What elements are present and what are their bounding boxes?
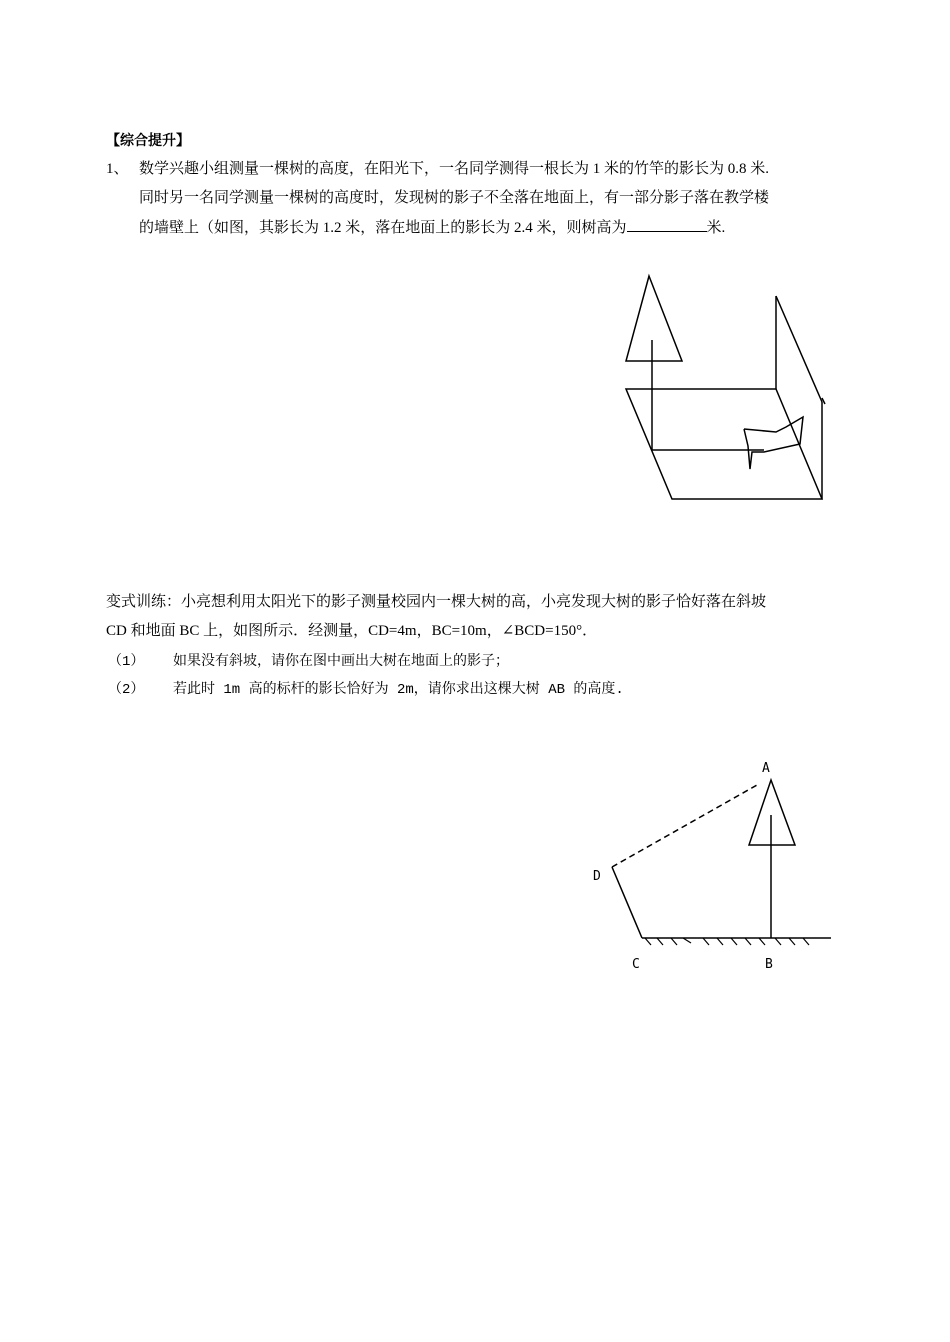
sun-ray-dashed <box>612 785 757 867</box>
variant-item-1-number: （1） <box>108 654 145 670</box>
variant-item-1-text: 如果没有斜坡，请你在图中画出大树在地面上的影子； <box>173 654 509 670</box>
variant-line-1: 变式训练：小亮想利用太阳光下的影子测量校园内一棵大树的高，小亮发现大树的影子恰好落在斜坡 <box>106 594 767 610</box>
figure-1-tree-wall-diagram <box>600 270 840 510</box>
question-1-line-3-after: 米. <box>706 220 726 236</box>
ground-hatching <box>645 938 809 945</box>
answer-blank <box>627 217 707 232</box>
question-1-line-3 <box>139 217 725 238</box>
question-1-number: 1、 <box>106 161 129 177</box>
ground-plane <box>626 389 822 499</box>
variant-item-2-text: 若此时 1m 高的标杆的影长恰好为 2m，请你求出这棵大树 AB 的高度. <box>173 682 624 698</box>
wall-top-edge <box>776 296 822 402</box>
question-1-line-1: 数学兴趣小组测量一棵树的高度，在阳光下，一名同学测得一根长为 1 米的竹竿的影长为 0.8 米. <box>139 161 770 177</box>
variant-line-2: CD 和地面 BC 上，如图所示．经测量，CD=4m，BC=10m，∠BCD=150°． <box>106 623 598 639</box>
slope-cd <box>612 867 642 938</box>
label-b: B <box>765 957 773 972</box>
figure-2-slope-diagram <box>585 755 835 975</box>
question-1-line-2: 同时另一名同学测量一棵树的高度时，发现树的影子不全落在地面上，有一部分影子落在教学楼 <box>139 190 770 206</box>
section-title: 【综合提升】 <box>106 133 190 149</box>
variant-item-2-number: （2） <box>108 682 145 698</box>
tree-crown-triangle <box>626 276 682 361</box>
tree-shadow-on-wall <box>744 417 803 469</box>
label-c: C <box>632 957 640 972</box>
label-d: D <box>593 869 601 884</box>
tree-ab-crown <box>749 780 795 845</box>
question-1-line-3-before: 的墙壁上（如图，其影长为 1.2 米，落在地面上的影长为 2.4 米，则树高为 <box>139 220 627 236</box>
label-a: A <box>762 761 770 776</box>
